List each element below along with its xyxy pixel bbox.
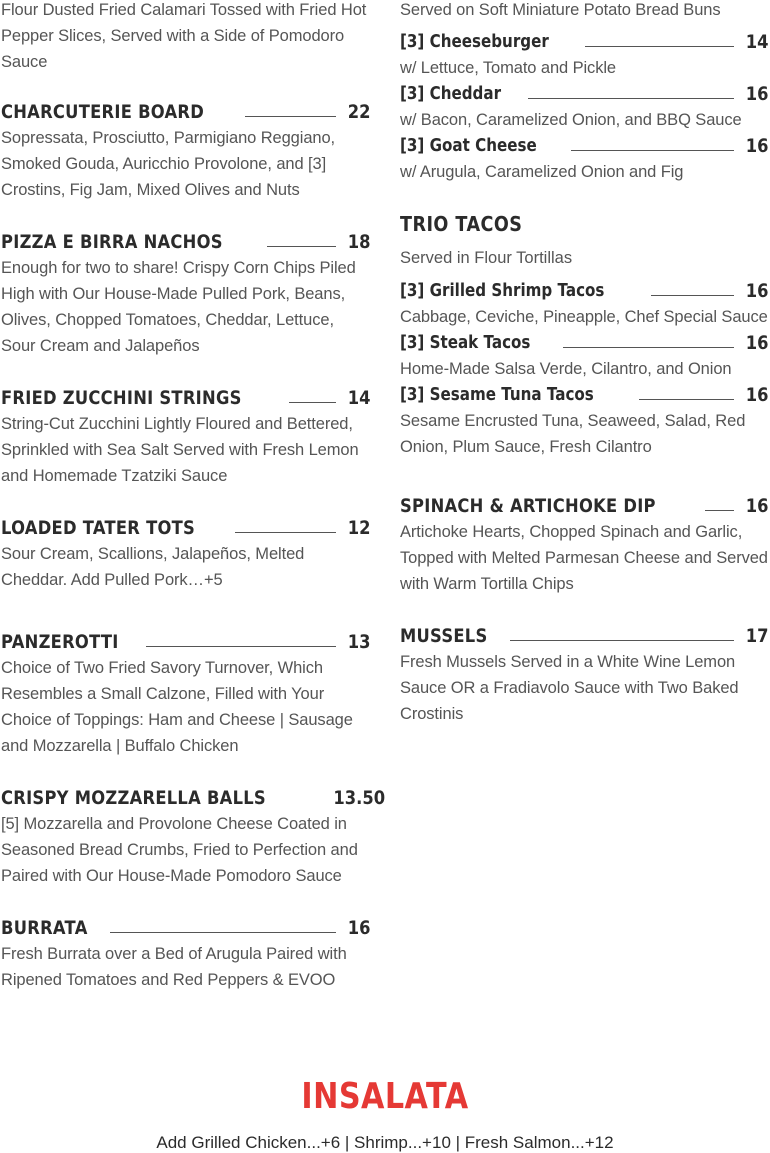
item-description: String-Cut Zucchini Lightly Floured and Bettered, Sprinkled with Sea Salt Served with Fresh Lemon and Homemade Tzatziki Sauce (1, 415, 359, 485)
item-price: 14 (745, 31, 768, 53)
item-price: 16 (745, 135, 768, 157)
item-price: 13.50 (333, 787, 386, 809)
item-price: 13 (347, 631, 370, 653)
item-name: PIZZA E BIRRA NACHOS (1, 231, 223, 253)
menu-item (1, 785, 386, 889)
calamari-description: Flour Dusted Fried Calamari Tossed with Fried Hot Pepper Slices, Served with a Side of Pomodoro Sauce (1, 1, 367, 71)
item-description: [5] Mozzarella and Provolone Cheese Coated in Seasoned Bread Crumbs, Fried to Perfection and Paired with Our House-Made Pomodoro Sauce (1, 815, 358, 885)
item-name: CRISPY MOZZARELLA BALLS (1, 787, 266, 809)
slider-item (400, 133, 768, 185)
leader-line (639, 399, 734, 400)
leader-line (267, 246, 336, 247)
menu-item (400, 623, 768, 727)
slider-item (400, 81, 768, 133)
item-description: Fresh Burrata over a Bed of Arugula Paired with Ripened Tomatoes and Red Peppers & EVOO (1, 945, 347, 989)
leader-line (235, 532, 336, 533)
leader-line (571, 150, 734, 151)
leader-line (110, 932, 336, 933)
item-price: 14 (347, 387, 370, 409)
item-price: 16 (745, 280, 768, 302)
leader-line (510, 640, 734, 641)
item-price: 16 (745, 495, 768, 517)
item-description: Choice of Two Fried Savory Turnover, Which Resembles a Small Calzone, Filled with Your Choice of Toppings: Ham and Cheese | Sausage and Mozzarella | Buffalo Chicken (1, 659, 353, 755)
item-price: 22 (347, 101, 370, 123)
item-name: CHARCUTERIE BOARD (1, 101, 205, 123)
item-name: SPINACH & ARTICHOKE DIP (400, 495, 656, 517)
item-price: 12 (347, 517, 370, 539)
item-name: [3] Cheeseburger (400, 31, 549, 52)
menu-item (1, 385, 370, 489)
slider-item (400, 29, 768, 81)
menu-item (1, 515, 370, 593)
item-description: Sesame Encrusted Tuna, Seaweed, Salad, Red Onion, Plum Sauce, Fresh Cilantro (400, 412, 746, 456)
menu-item (1, 229, 370, 359)
item-description: Artichoke Hearts, Chopped Spinach and Garlic, Topped with Melted Parmesan Cheese and Served with Warm Tortilla Chips (400, 523, 768, 593)
item-description: w/ Arugula, Caramelized Onion and Fig (400, 163, 684, 181)
item-name: [3] Goat Cheese (400, 135, 537, 156)
item-description: Enough for two to share! Crispy Corn Chips Piled High with Our House-Made Pulled Pork, Beans, Olives, Chopped Tomatoes, Cheddar, Lettuce, Sour Cream and Jalapeños (1, 259, 356, 355)
sliders-intro: Served on Soft Miniature Potato Bread Buns (400, 1, 721, 19)
leader-line (585, 46, 733, 47)
tacos-intro: Served in Flour Tortillas (400, 249, 573, 267)
leader-line (563, 347, 733, 348)
leader-line (245, 116, 335, 117)
item-name: PANZEROTTI (1, 631, 119, 653)
item-description: w/ Lettuce, Tomato and Pickle (400, 59, 616, 77)
leader-line (705, 510, 733, 511)
leader-line (146, 646, 336, 647)
leader-line (528, 98, 733, 99)
item-name: MUSSELS (400, 625, 488, 647)
item-price: 16 (745, 83, 768, 105)
taco-item (400, 382, 768, 460)
item-description: Sour Cream, Scallions, Jalapeños, Melted Cheddar. Add Pulled Pork…+5 (1, 545, 305, 589)
item-description: w/ Bacon, Caramelized Onion, and BBQ Sauce (400, 111, 742, 129)
menu-item (1, 629, 370, 759)
item-name: [3] Sesame Tuna Tacos (400, 384, 594, 405)
menu-item (1, 915, 370, 993)
salad-addons: Add Grilled Chicken...+6 | Shrimp...+10 | Fresh Salmon...+12 (156, 1133, 614, 1152)
item-name: FRIED ZUCCHINI STRINGS (1, 387, 242, 409)
trio-tacos-heading: TRIO TACOS (400, 212, 523, 236)
insalata-heading: INSALATA (301, 1076, 469, 1117)
menu-item (1, 99, 370, 203)
item-description: Sopressata, Prosciutto, Parmigiano Reggiano, Smoked Gouda, Auricchio Provolone, and [3] Crostins, Fig Jam, Mixed Olives and Nuts (1, 129, 336, 199)
item-price: 16 (745, 332, 768, 354)
item-price: 16 (347, 917, 370, 939)
taco-item (400, 330, 768, 382)
item-name: LOADED TATER TOTS (1, 517, 196, 539)
item-name: [3] Grilled Shrimp Tacos (400, 280, 605, 301)
item-description: Cabbage, Ceviche, Pineapple, Chef Special Sauce (400, 308, 768, 326)
taco-item (400, 278, 768, 330)
item-description: Home-Made Salsa Verde, Cilantro, and Onion (400, 360, 732, 378)
item-name: BURRATA (1, 917, 88, 939)
item-description: Fresh Mussels Served in a White Wine Lemon Sauce OR a Fradiavolo Sauce with Two Baked Crostinis (400, 653, 739, 723)
leader-line (289, 402, 336, 403)
menu-item (400, 493, 768, 597)
item-price: 17 (745, 625, 768, 647)
item-name: [3] Cheddar (400, 83, 502, 104)
leader-line (651, 295, 733, 296)
item-price: 16 (745, 384, 768, 406)
item-name: [3] Steak Tacos (400, 332, 531, 353)
item-price: 18 (347, 231, 370, 253)
